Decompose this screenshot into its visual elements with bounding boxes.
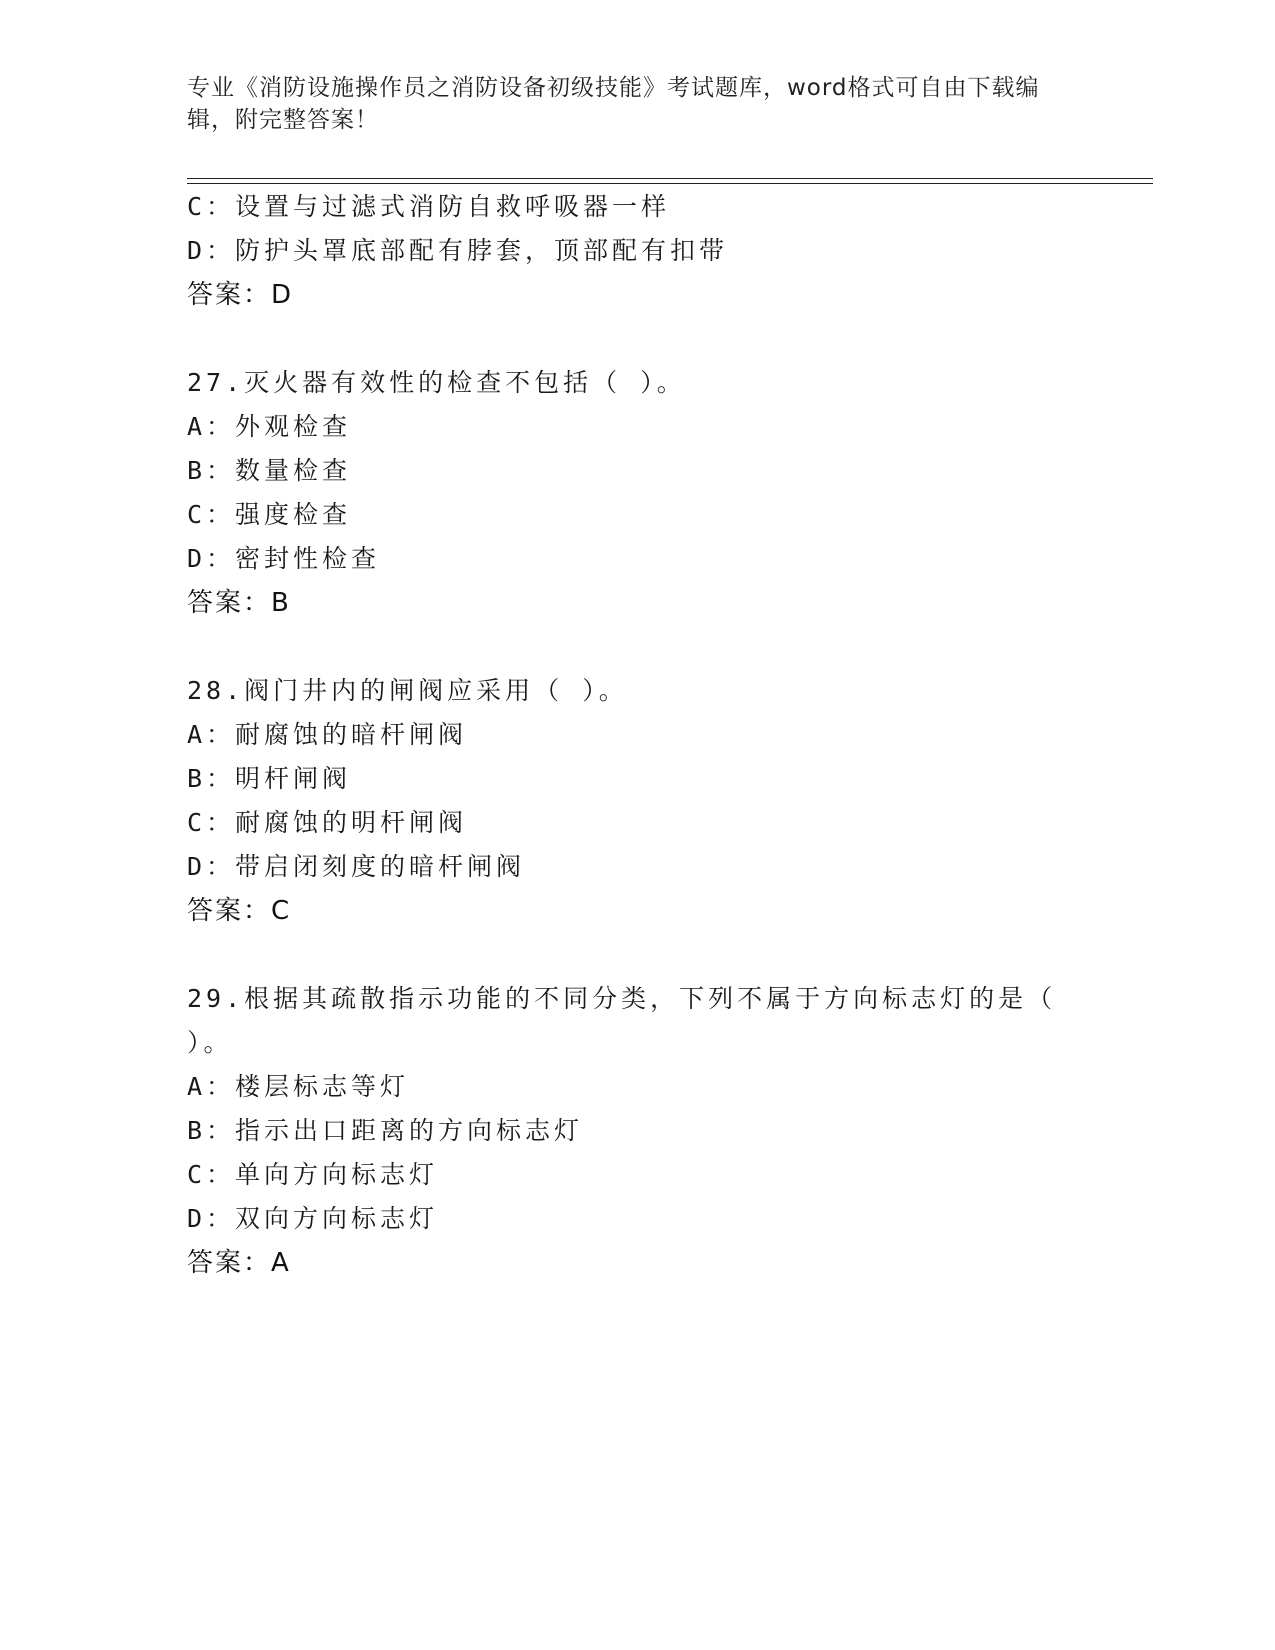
q26-option-c: C：设置与过滤式消防自救呼吸器一样 (187, 192, 671, 221)
q29-stem-continued: ）。 (187, 1028, 233, 1057)
q27-option-a: A：外观检查 (187, 412, 352, 441)
header-line-2: 辑，附完整答案！ (187, 107, 379, 133)
q27-stem: 27.灭火器有效性的检查不包括（ ）。 (187, 368, 686, 397)
q27-option-d: D：密封性检查 (187, 544, 381, 573)
q27-option-c: C：强度检查 (187, 500, 352, 529)
document-header (187, 72, 1067, 136)
q26-option-d: D：防护头罩底部配有脖套，顶部配有扣带 (187, 236, 729, 265)
header-divider-top (187, 178, 1153, 179)
q28-option-d: D：带启闭刻度的暗杆闸阀 (187, 852, 526, 881)
q29-option-a: A：楼层标志等灯 (187, 1072, 410, 1101)
q28-option-b: B：明杆闸阀 (187, 764, 352, 793)
header-line-1: 专业《消防设施操作员之消防设备初级技能》考试题库，word格式可自由下载编 (187, 75, 1040, 101)
q29-option-c: C：单向方向标志灯 (187, 1160, 439, 1189)
q29-stem: 29.根据其疏散指示功能的不同分类，下列不属于方向标志灯的是（ (187, 984, 1057, 1013)
q28-option-c: C：耐腐蚀的明杆闸阀 (187, 808, 468, 837)
q29-option-b: B：指示出口距离的方向标志灯 (187, 1116, 584, 1145)
q29-answer: 答案：A (187, 1248, 291, 1278)
q29-option-d: D：双向方向标志灯 (187, 1204, 439, 1233)
q27-answer: 答案：B (187, 588, 291, 618)
q27-option-b: B：数量检查 (187, 456, 352, 485)
q28-option-a: A：耐腐蚀的暗杆闸阀 (187, 720, 468, 749)
q26-answer: 答案：D (187, 280, 294, 310)
q28-stem: 28.阀门井内的闸阀应采用（ ）。 (187, 676, 628, 705)
q28-answer: 答案：C (187, 896, 292, 926)
header-divider-bottom (187, 183, 1153, 184)
